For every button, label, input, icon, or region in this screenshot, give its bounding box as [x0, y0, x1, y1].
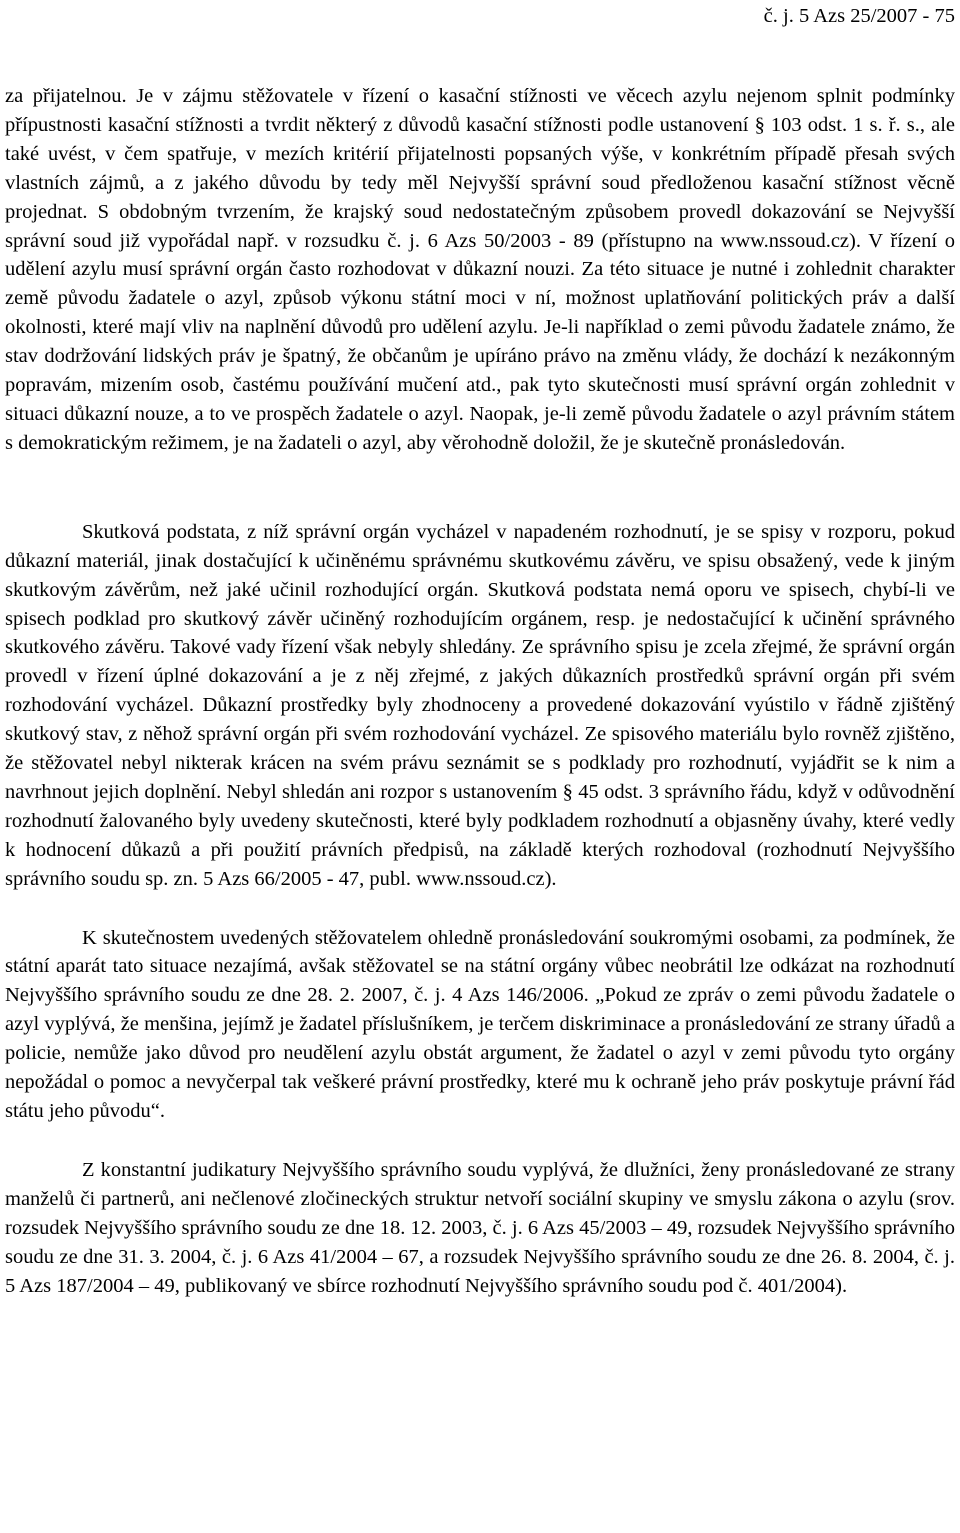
paragraph-gap [5, 488, 955, 518]
paragraph-continuation: za přijatelnou. Je v zájmu stěžovatele v řízení o kasační stížnosti ve věcech azylu nejenom splnit podmínky přípustnosti kasační stížnosti a tvrdit některý z důvodů kasační stížnosti podle ustanovení § 103 odst. 1 s. ř. s., ale také uvést, v čem spatřuje, v mezích kritérií přijatelnosti popsaných výše, v konkrétním případě přesah svých vlastních zájmů, a z jakého důvodu by tedy měl Nejvyšší správní soud předloženou kasační stížnost věcně projednat. S obdobným tvrzením, že krajský soud nedostatečným způsobem provedl dokazování se Nejvyšší správní soud již vypořádal např. v rozsudku č. j. 6 Azs 50/2003 - 89 (přístupno na www.nssoud.cz). V řízení o udělení azylu musí správní orgán často rozhodovat v důkazní nouzi. Za této situace je nutné i zohlednit charakter země původu žadatele o azyl, způsob výkonu státní moci v ní, možnost uplatňování politických práv a další okolnosti, které mají vliv na naplnění důvodů pro udělení azylu. Je-li například o zemi původu žadatele známo, že stav dodržování lidských práv je špatný, že občanům je upíráno právo na změnu vlády, že dochází k nezákonným popravám, mizením osob, častému používání mučení atd., pak tyto skutečnosti musí správní orgán zohlednit v situaci důkazní nouze, a to ve prospěch žadatele o azyl. Naopak, je-li země původu žadatele o azyl právním státem s demokratickým režimem, je na žadateli o azyl, aby věrohodně doložil, že je skutečně pronásledován. [5, 85, 955, 454]
paragraph-private-persecution: K skutečnostem uvedených stěžovatelem ohledně pronásledování soukromými osobami, za podmínek, že státní aparát tato situace nezajímá, avšak stěžovatel se na státní orgány vůbec neobrátil lze odkázat na rozhodnutí Nejvyššího správního soudu ze dne 28. 2. 2007, č. j. 4 Azs 146/2006. „Pokud ze zpráv o zemi původu žadatele o azyl vyplývá, že menšina, jejímž je žadatel příslušníkem, je terčem diskriminace a pronásledování ze strany úřadů a policie, nemůže jako důvod pro neudělení azylu obstát argument, že žadatel o azyl v zemi původu tyto orgány nepožádal o pomoc a nevyčerpal tak veškeré právní prostředky, které mu k ochraně jeho práv poskytuje právní řád státu jeho původu“. [5, 926, 955, 1122]
paragraph-factual-basis: Skutková podstata, z níž správní orgán vycházel v napadeném rozhodnutí, je se spisy v rozporu, pokud důkazní materiál, jinak dostačující k učiněnému správnému skutkovému závěru, ve spisu obsažený, vede k jiným skutkovým závěrům, než jaké učinil rozhodující orgán. Skutková podstata nemá oporu ve spisech, chybí-li ve spisech podklad pro skutkový závěr učiněný rozhodujícím orgánem, resp. je nedostačující k učinění správného skutkového závěru. Takové vady řízení však nebyly shledány. Ze správního spisu je zcela zřejmé, že správní orgán provedl v řízení úplné dokazování a je z něj zřejmé, z jakých důkazních prostředků správní orgán při svém rozhodování vycházel. Důkazní prostředky byly zhodnoceny a provedené dokazování vyústilo v řádně zjištěný skutkový stav, z něhož správní orgán při svém rozhodování vycházel. Ze spisového materiálu bylo rovněž zjištěno, že stěžovatel nebyl nikterak krácen na svém právu seznámit se s podklady pro rozhodnutí, vyjádřit se k nim a navrhnout jejich doplnění. Nebyl shledán ani rozpor s ustanovením § 45 odst. 3 správního řádu, když v odůvodnění rozhodnutí žalovaného byly uvedeny skutečnosti, které byly podkladem rozhodnutí a objasněny úvahy, které vedly k hodnocení důkazů a při použití právních předpisů, na základě kterých rozhodoval (rozhodnutí Nejvyššího správního soudu sp. zn. 5 Azs 66/2005 - 47, publ. www.nssoud.cz). [5, 520, 955, 890]
paragraph-gap [5, 894, 955, 924]
case-number-header: č. j. 5 Azs 25/2007 - 75 [763, 5, 955, 27]
document-body [5, 82, 955, 1300]
paragraph-gap [5, 458, 955, 488]
paragraph-gap [5, 1126, 955, 1156]
paragraph-case-law: Z konstantní judikatury Nejvyššího správního soudu vyplývá, že dlužníci, ženy pronásledované ze strany manželů či partnerů, ani nečlenové zločineckých struktur netvoří sociální skupiny ve smyslu zákona o azylu (srov. rozsudek Nejvyššího správního soudu ze dne 18. 12. 2003, č. j. 6 Azs 45/2003 – 49, rozsudek Nejvyššího správního soudu ze dne 31. 3. 2004, č. j. 6 Azs 41/2004 – 67, a rozsudek Nejvyššího správního soudu ze dne 26. 8. 2004, č. j. 5 Azs 187/2004 – 49, publikovaný ve sbírce rozhodnutí Nejvyššího správního soudu pod č. 401/2004). [5, 1158, 955, 1297]
